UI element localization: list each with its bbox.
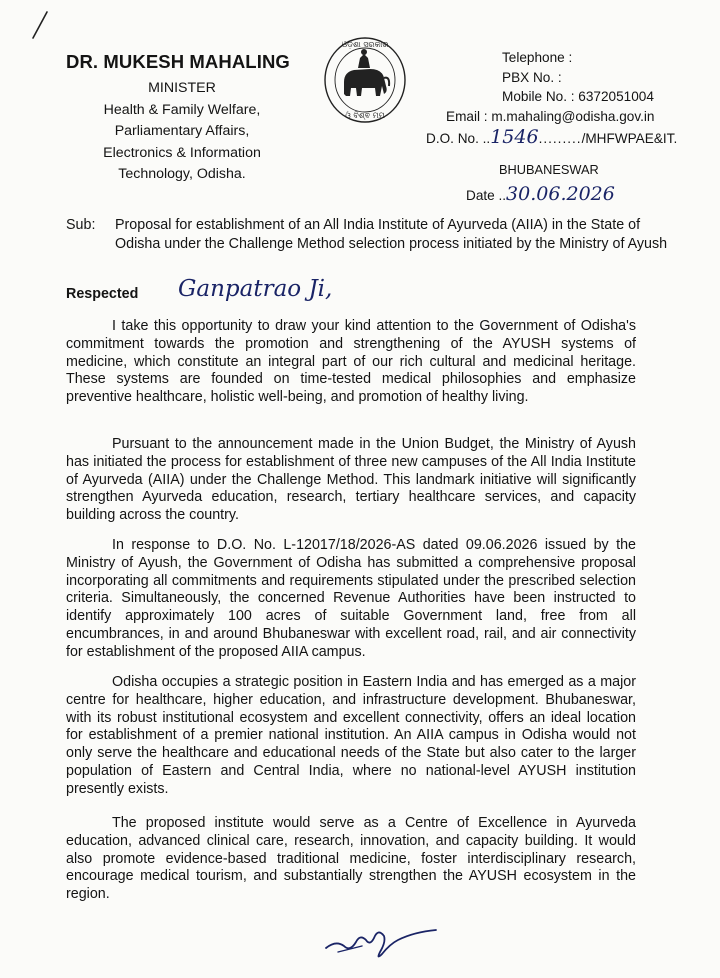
pen-mark-icon	[30, 10, 50, 40]
paragraph-text: Odisha occupies a strategic position in Eastern India and has emerged as a major centre for healthcare, higher education, and infrastructure development. Bhubaneswar, with its robust institutional ecosystem and excellent connectivity, offers an ideal location for establishment of a premier national institution. An AIIA campus in Odisha would not only serve the healthcare and educational needs of the State but also cater to the larger population of Eastern and Central India, where no national-level AYUSH institution presently exists.	[66, 674, 636, 797]
contact-block	[440, 48, 685, 126]
subject-text: Proposal for establishment of an All India Institute of Ayurveda (AIIA) in the State of Odisha under the Challenge Method selection process initiated by the Ministry of Ayush	[115, 217, 668, 252]
body-paragraph	[66, 815, 636, 904]
pbx-line: PBX No. :	[502, 69, 562, 85]
body-paragraph	[66, 674, 636, 799]
subject-label: Sub:	[66, 217, 96, 233]
minister-name: DR. MUKESH MAHALING	[66, 51, 290, 72]
do-dots: .........	[538, 131, 582, 146]
portfolio-line: Electronics & Information	[103, 144, 261, 161]
emblem-motto-top: ଓଡ଼ିଶା ସରକାର	[341, 40, 389, 49]
body-paragraph	[66, 537, 636, 662]
subject	[66, 216, 676, 254]
do-suffix: /MHFWPAE&IT.	[581, 131, 678, 146]
do-number-handwritten: 1546	[490, 126, 539, 148]
place: BHUBANESWAR	[499, 162, 599, 177]
body-paragraph	[66, 436, 636, 525]
portfolio-line: Technology, Odisha.	[118, 166, 246, 182]
date-handwritten: 30.06.2026	[506, 183, 615, 205]
signature-icon	[322, 918, 442, 962]
mobile-line: Mobile No. : 6372051004	[502, 89, 654, 105]
designation-line: MINISTER	[148, 80, 216, 96]
paragraph-text: Pursuant to the announcement made in the Union Budget, the Ministry of Ayush has initiated the process for establishment of three new campuses of the All India Institute of Ayurveda (AIIA) under the Challenge Method. This landmark initiative will significantly strengthen Ayurveda education, research, tertiary healthcare services, and capacity building across the country.	[66, 436, 636, 524]
portfolio-line: Health & Family Welfare,	[103, 101, 261, 118]
body-paragraph	[66, 318, 636, 407]
paragraph-text: The proposed institute would serve as a Centre of Excellence in Ayurveda education, advanced clinical care, research, innovation, and capacity building. It would also promote evidence-based traditional medicine, foster interdisciplinary research, encourage medical tourism, and substantially strengthen the AYUSH ecosystem in the region.	[66, 815, 636, 903]
date-line	[466, 183, 615, 205]
telephone-line: Telephone :	[502, 50, 573, 65]
paragraph-text: In response to D.O. No. L-12017/18/2026-AS dated 09.06.2026 issued by the Ministry of Ayush, the Government of Odisha has submitted a comprehensive proposal incorporating all commitments and requirements stipulated under the prescribed selection criteria. Simultaneously, the concerned Revenue Authorities have been instructed to identify approximately 100 acres of suitable Government land, free from all encumbrances, in and around Bhubaneswar with excellent road, rail, and air connectivity for establishment of the proposed AIIA campus.	[66, 537, 636, 660]
letterhead-designation	[78, 78, 286, 186]
email-line: Email : m.mahaling@odisha.gov.in	[446, 108, 655, 124]
date-label: Date ..	[466, 188, 507, 203]
salutation-label: Respected	[66, 286, 139, 302]
do-number-line	[426, 126, 677, 148]
addressee-handwritten: Ganpatrao Ji,	[178, 276, 333, 302]
emblem-motto-bottom: ଓଁ ବିଶ୍ଵ ମମ	[345, 111, 385, 120]
portfolio-line: Parliamentary Affairs,	[114, 123, 250, 139]
state-emblem-icon	[322, 34, 408, 124]
paragraph-text: I take this opportunity to draw your kind attention to the Government of Odisha's commitment towards the promotion and strengthening of the AYUSH systems of medicine, which constitute an integral part of our rich cultural and medicinal heritage. These systems are founded on time-tested medical philosophies and emphasize preventive healthcare, holistic well-being, and promotion of healthy living.	[66, 318, 636, 406]
do-label: D.O. No. ..	[426, 131, 491, 146]
